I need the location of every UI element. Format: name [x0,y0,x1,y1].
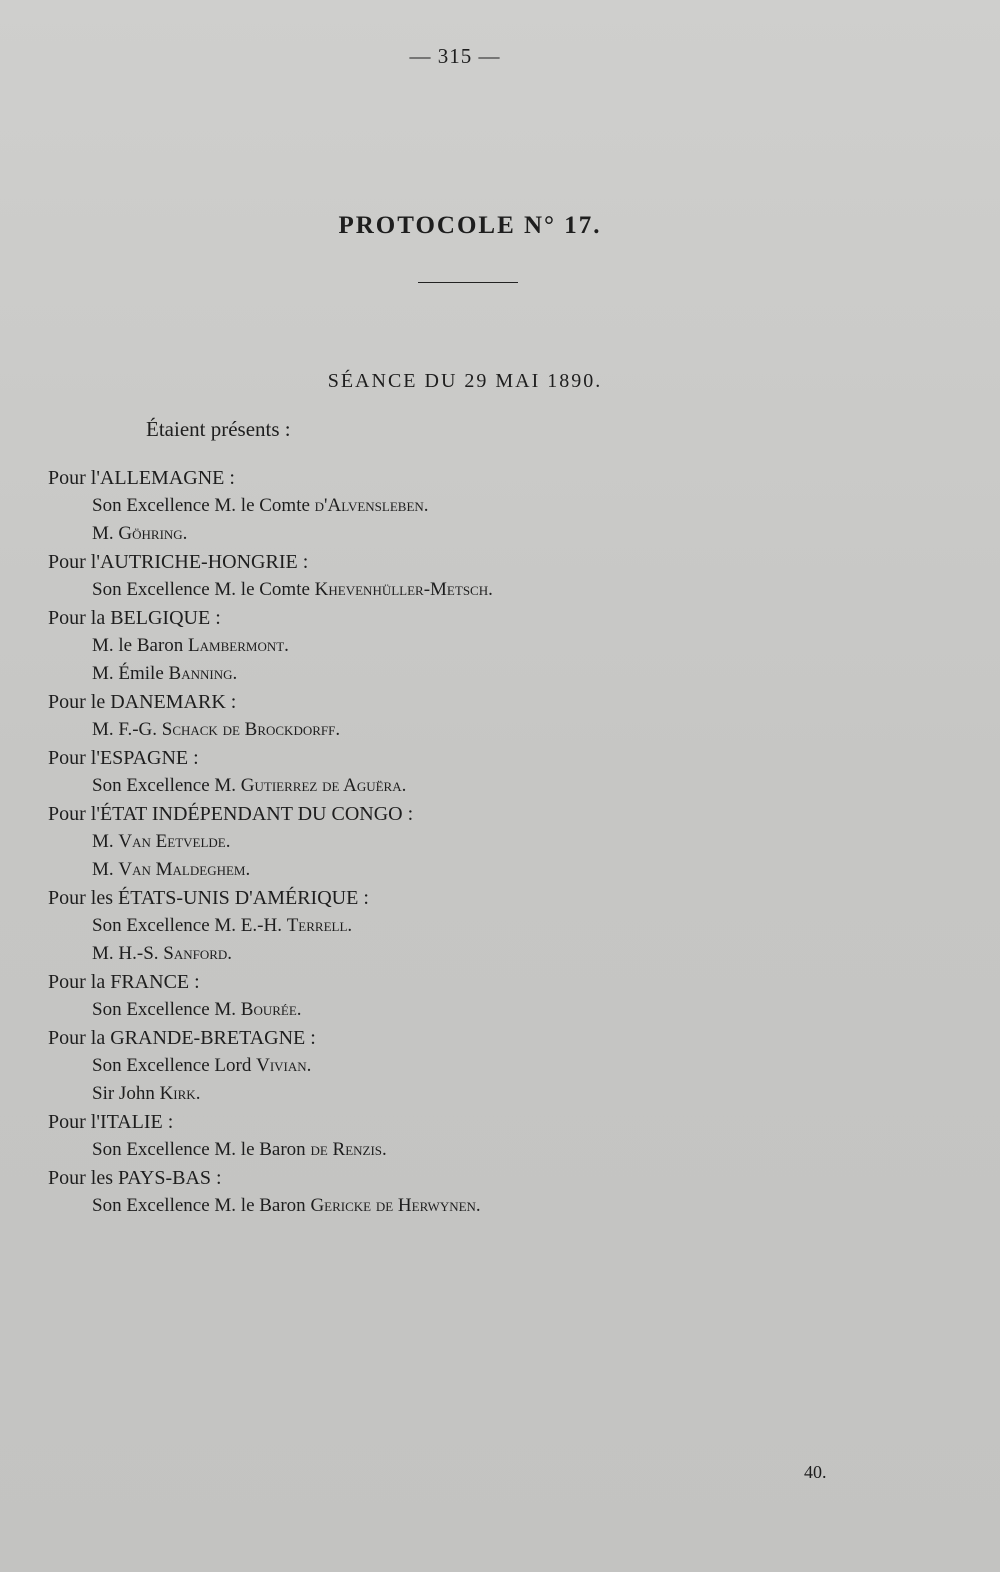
delegate-title: Son Excellence M. le Comte [92,495,315,516]
delegate-name: de Renzis. [310,1139,387,1160]
session-heading: SÉANCE DU 29 MAI 1890. [327,370,603,392]
delegate-line [48,520,948,548]
delegate-line [48,1136,948,1164]
delegation-block [48,1108,948,1164]
delegate-title: Son Excellence M. le Comte [92,579,315,600]
delegation-block [48,884,948,968]
delegate-title: Son Excellence M. le Baron [92,1139,311,1160]
delegate-name: Göhring. [118,523,188,544]
delegation-block [48,1164,948,1220]
title-divider [418,282,518,283]
delegate-title: Son Excellence M. le Baron [92,1195,311,1216]
delegate-name: Gutierrez de Aguëra. [240,775,407,796]
delegation-block [48,744,948,800]
page-number: — 315 — [409,44,501,68]
country-heading: Pour les ÉTATS-UNIS D'AMÉRIQUE : [48,887,369,909]
delegation-block [48,464,948,548]
signature-mark: 40. [804,1462,827,1482]
delegate-name: Bourée. [240,999,302,1020]
country-heading: Pour l'ITALIE : [48,1111,174,1133]
delegate-name: d'Alvensleben. [314,495,429,516]
delegate-title: Son Excellence Lord [92,1055,257,1076]
delegation-block [48,1024,948,1108]
delegations-list [48,464,948,1220]
delegate-line [48,912,948,940]
delegate-line [48,492,948,520]
delegation-block [48,604,948,688]
delegate-line [48,996,948,1024]
delegation-block [48,548,948,604]
delegate-name: Van Eetvelde. [118,831,231,852]
delegate-line [48,1052,948,1080]
country-heading: Pour la BELGIQUE : [48,607,221,629]
delegation-block [48,688,948,744]
delegate-name: Kirk. [159,1083,201,1104]
delegate-line [48,772,948,800]
delegate-name: Gericke de Herwynen. [310,1195,481,1216]
delegate-line [48,660,948,688]
delegate-title: M. [92,859,119,880]
delegate-title: M. F.-G. [92,719,162,740]
delegate-line [48,716,948,744]
delegate-name: Van Maldeghem. [118,859,251,880]
delegate-title: M. [92,523,119,544]
country-heading: Pour l'ESPAGNE : [48,747,199,769]
delegate-title: M. Émile [92,663,169,684]
delegate-line [48,1080,948,1108]
country-heading: Pour les PAYS-BAS : [48,1167,222,1189]
delegate-name: Lambermont. [188,635,289,656]
delegate-title: M. H.-S. [92,943,164,964]
delegation-block [48,968,948,1024]
delegate-name: Sanford. [163,943,233,964]
country-heading: Pour la GRANDE-BRETAGNE : [48,1027,316,1049]
present-label: Étaient présents : [146,417,291,441]
delegation-block [48,800,948,884]
delegate-line [48,1192,948,1220]
delegate-name: Schack de Brockdorff. [161,719,341,740]
country-heading: Pour l'AUTRICHE-HONGRIE : [48,551,309,573]
protocol-title: PROTOCOLE N° 17. [338,212,602,239]
delegate-line [48,632,948,660]
delegate-name: Terrell. [286,915,353,936]
country-heading: Pour l'ÉTAT INDÉPENDANT DU CONGO : [48,803,414,825]
delegate-name: Banning. [168,663,238,684]
delegate-title: M. [92,831,119,852]
delegate-line [48,856,948,884]
country-heading: Pour l'ALLEMAGNE : [48,467,235,489]
delegate-name: Vivian. [256,1055,312,1076]
delegate-title: Son Excellence M. [92,999,241,1020]
delegate-name: Khevenhüller-Metsch. [314,579,493,600]
delegate-title: Son Excellence M. E.-H. [92,915,287,936]
delegate-title: Sir John [92,1083,160,1104]
country-heading: Pour le DANEMARK : [48,691,237,713]
delegate-line [48,576,948,604]
delegate-title: M. le Baron [92,635,189,656]
delegate-line [48,828,948,856]
delegate-line [48,940,948,968]
country-heading: Pour la FRANCE : [48,971,200,993]
delegate-title: Son Excellence M. [92,775,241,796]
